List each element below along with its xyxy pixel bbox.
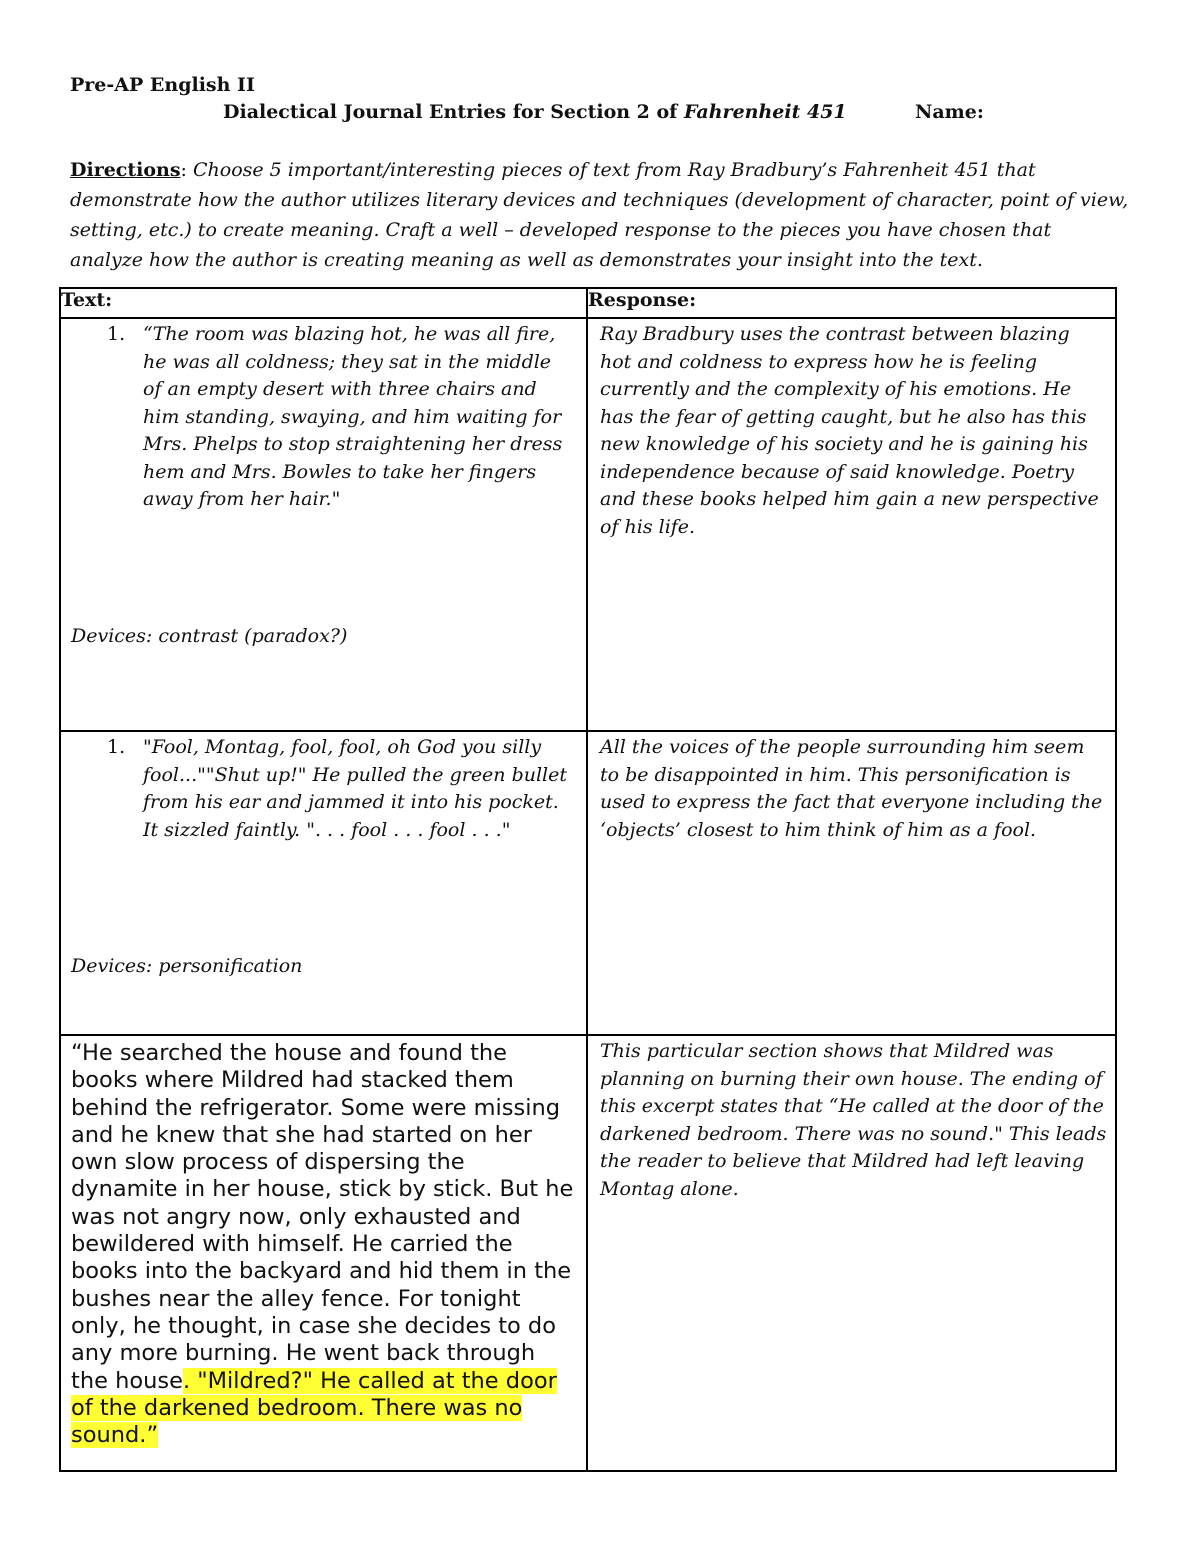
list-number: 1. xyxy=(107,736,126,758)
list-number: 1. xyxy=(107,323,126,345)
journal-table xyxy=(59,287,1117,1472)
response-cell xyxy=(587,318,1116,731)
highlighted-quote: . "Mildred?" He called at the door of the darkened bedroom. There was no sound.” xyxy=(71,1367,557,1449)
text-cell xyxy=(60,1035,587,1471)
devices-label: Devices: contrast (paradox?) xyxy=(71,625,348,647)
response-cell xyxy=(587,1035,1116,1471)
devices-label: Devices: personification xyxy=(71,955,303,977)
course-title: Pre-AP English II xyxy=(70,74,255,96)
table-row xyxy=(60,318,1116,731)
name-label: Name: xyxy=(915,101,984,123)
header-text: Text: xyxy=(60,288,587,318)
directions-text: Choose 5 important/interesting pieces of text from Ray Bradbury’s Fahrenheit 451 that demonstrate how the author utilizes literary devices and techniques (development of character, point of view, setting, etc.) to create meaning. Craft a well – developed response to the pieces you have chosen that analyze how the author is creating meaning as well as demonstrates your insight into the text. xyxy=(70,159,1129,271)
book-title: Fahrenheit 451 xyxy=(683,101,847,123)
text-cell xyxy=(60,318,587,731)
header-response: Response: xyxy=(587,288,1116,318)
table-row xyxy=(60,731,1116,1035)
directions-label: Directions xyxy=(70,159,181,181)
quote-text xyxy=(61,1036,586,1449)
title-prefix: Dialectical Journal Entries for Section 2 of xyxy=(223,101,684,123)
response-cell xyxy=(587,731,1116,1035)
table-header-row xyxy=(60,288,1116,318)
response-text: All the voices of the people surrounding him seem to be disappointed in him. This personification is used to express the fact that everyone including the ‘objects’ closest to him think of him as a fool. xyxy=(600,736,1103,841)
worksheet-title xyxy=(223,101,847,123)
directions-colon: : xyxy=(180,159,187,181)
table-row xyxy=(60,1035,1116,1471)
text-cell xyxy=(60,731,587,1035)
response-text: Ray Bradbury uses the contrast between blazing hot and coldness to express how he is feeling currently and the complexity of his emotions. He has the fear of getting caught, but he also has this new knowledge of his society and he is gaining his independence because of said knowledge. Poetry and these books helped him gain a new perspective of his life. xyxy=(600,323,1099,538)
directions xyxy=(70,155,1130,275)
quote-plain: “He searched the house and found the books where Mildred had stacked them behind the refrigerator. Some were missing and he knew that she had started on her own slow process of dispersing the dynamite in her house, stick by stick. But he was not angry now, only exhausted and bewildered with himself. He carried the books into the backyard and hid them in the bushes near the alley fence. For tonight only, he thought, in case she decides to do any more burning. He went back through the house xyxy=(71,1040,574,1394)
quote-text: “The room was blazing hot, he was all fire, he was all coldness; they sat in the middle of an empty desert with three chairs and him standing, swaying, and him waiting for Mrs. Phelps to stop straightening her dress hem and Mrs. Bowles to take her fingers away from her hair." xyxy=(143,323,563,510)
list-item xyxy=(61,319,586,514)
list-item xyxy=(61,732,586,844)
response-text: This particular section shows that Mildred was planning on burning their own house. The ending of this excerpt states that “He called at the door of the darkened bedroom. There was no sound." This leads the reader to believe that Mildred had left leaving Montag alone. xyxy=(600,1040,1107,1200)
quote-text: "Fool, Montag, fool, fool, oh God you silly fool...""Shut up!" He pulled the green bullet from his ear and jammed it into his pocket. It sizzled faintly. ". . . fool . . . fool . . ." xyxy=(143,736,568,841)
